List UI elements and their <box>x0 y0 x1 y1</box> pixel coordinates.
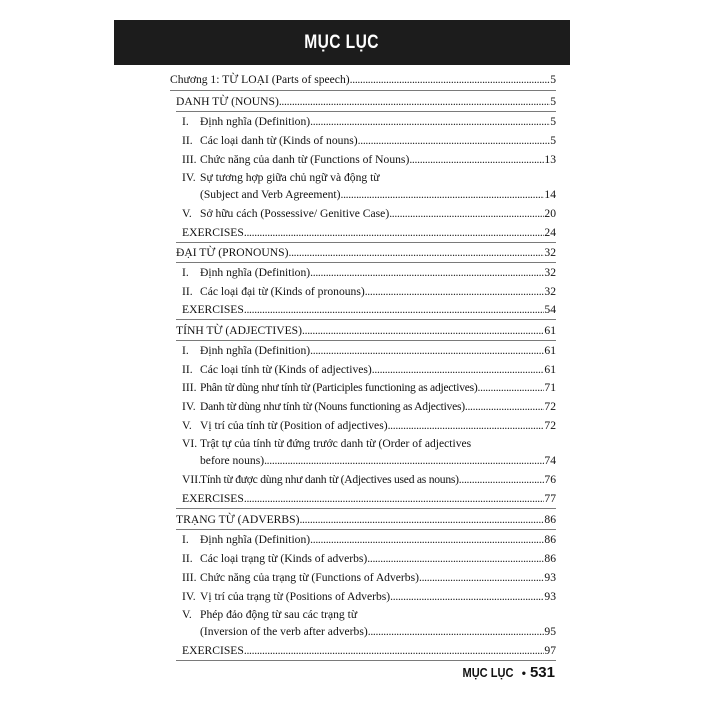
toc-page: 97 <box>544 644 556 657</box>
toc-label: Định nghĩa (Definition) <box>200 533 311 546</box>
leader-dots <box>388 416 545 435</box>
toc-number: I. <box>182 533 189 546</box>
toc-item[interactable] <box>182 263 556 282</box>
toc-number: V. <box>182 207 192 220</box>
leader-dots <box>310 112 550 131</box>
toc-label: before nouns) <box>200 454 265 467</box>
leader-dots <box>368 622 545 641</box>
toc-label: Định nghĩa (Definition) <box>200 266 311 279</box>
toc-item[interactable] <box>182 341 556 360</box>
toc-number: II. <box>182 134 193 147</box>
toc-label: Vị trí của tính từ (Position of adjectives) <box>200 419 388 432</box>
leader-dots <box>310 530 544 549</box>
toc-section[interactable] <box>176 321 556 340</box>
page-title: MỤC LỤC <box>304 31 380 53</box>
toc-item[interactable] <box>182 416 556 435</box>
toc-item[interactable] <box>182 568 556 587</box>
toc-page: 61 <box>544 344 556 357</box>
toc-item[interactable] <box>182 397 556 416</box>
toc-page: 61 <box>544 324 556 337</box>
toc-section[interactable] <box>176 243 556 262</box>
toc-label: Chương 1: TỪ LOẠI (Parts of speech) <box>170 73 350 86</box>
toc-label: Các loại đại từ (Kinds of pronouns) <box>200 285 365 298</box>
toc-label: (Inversion of the verb after adverbs) <box>200 625 368 638</box>
leader-dots <box>478 378 545 397</box>
toc-section[interactable] <box>176 510 556 529</box>
toc-item[interactable] <box>182 549 556 568</box>
divider <box>176 508 556 509</box>
toc-number: III. <box>182 571 197 584</box>
toc-number: V. <box>182 419 192 432</box>
divider <box>176 319 556 320</box>
toc-page: 5 <box>550 134 556 147</box>
toc-item[interactable] <box>182 605 556 641</box>
toc-item[interactable] <box>182 282 556 301</box>
toc-page: 86 <box>544 552 556 565</box>
toc-label-line1: Phép đảo động từ sau các trạng từ <box>200 608 358 621</box>
page-number: 531 <box>529 664 555 681</box>
toc-page: 72 <box>544 400 556 413</box>
toc-label: Phân từ dùng như tính từ (Participles functioning as adjectives) <box>200 381 478 394</box>
leader-dots <box>310 263 544 282</box>
leader-dots <box>367 549 544 568</box>
toc-section[interactable] <box>176 92 556 111</box>
toc-item[interactable] <box>182 204 556 223</box>
leader-dots <box>390 587 544 606</box>
toc-page: 32 <box>544 285 556 298</box>
toc-page: 5 <box>550 95 556 108</box>
toc-item[interactable] <box>182 300 556 319</box>
toc-page: 77 <box>544 492 556 505</box>
leader-dots <box>299 510 544 529</box>
toc-page: 76 <box>544 473 556 486</box>
toc-page: 86 <box>544 533 556 546</box>
toc-page: 13 <box>544 153 556 166</box>
toc-label: EXERCISES <box>182 492 244 505</box>
toc-page: 32 <box>544 246 556 259</box>
toc-page: 54 <box>544 303 556 316</box>
toc-page: 32 <box>544 266 556 279</box>
toc-item[interactable] <box>182 168 556 204</box>
toc-number: IV. <box>182 171 196 184</box>
toc-label: TÍNH TỪ (ADJECTIVES) <box>176 324 302 337</box>
toc-label: EXERCISES <box>182 303 244 316</box>
leader-dots <box>244 489 545 508</box>
leader-dots <box>244 223 545 242</box>
leader-dots <box>288 243 544 262</box>
toc-label: Chức năng của trạng từ (Functions of Adverbs) <box>200 571 419 584</box>
toc-label: Tính từ được dùng như danh từ (Adjectives used as nouns) <box>200 473 459 486</box>
leader-dots <box>419 568 544 587</box>
leader-dots <box>244 641 545 660</box>
leader-dots <box>340 185 544 204</box>
toc-number: I. <box>182 115 189 128</box>
toc-label-line1: Trật tự của tính từ đứng trước danh từ (Order of adjectives <box>200 437 472 450</box>
toc-item[interactable] <box>182 489 556 508</box>
leader-dots <box>244 300 545 319</box>
toc-label: Vị trí của trạng từ (Positions of Adverbs) <box>200 590 391 603</box>
toc-page: 14 <box>544 188 556 201</box>
toc-item[interactable] <box>182 530 556 549</box>
toc-label: Các loại trạng từ (Kinds of adverbs) <box>200 552 368 565</box>
toc-number: II. <box>182 363 193 376</box>
leader-dots <box>302 321 544 340</box>
leader-dots <box>409 150 544 169</box>
toc-label: TRẠNG TỪ (ADVERBS) <box>176 513 300 526</box>
leader-dots <box>372 360 545 379</box>
toc-chapter[interactable] <box>170 70 556 89</box>
toc-item[interactable] <box>182 223 556 242</box>
toc-item[interactable] <box>182 378 556 397</box>
toc-page: 5 <box>550 115 556 128</box>
leader-dots <box>465 397 545 416</box>
toc-number: VI. <box>182 437 198 450</box>
toc-item[interactable] <box>182 360 556 379</box>
toc-label: EXERCISES <box>182 644 244 657</box>
toc-page: 5 <box>550 73 556 86</box>
toc-number: III. <box>182 153 197 166</box>
toc-number: VII. <box>182 473 201 486</box>
toc-label: Sở hữu cách (Possessive/ Genitive Case) <box>200 207 390 220</box>
toc-label: Các loại danh từ (Kinds of nouns) <box>200 134 358 147</box>
toc-page: 24 <box>544 226 556 239</box>
toc-page: 61 <box>544 363 556 376</box>
leader-dots <box>358 131 551 150</box>
toc-number: II. <box>182 552 193 565</box>
toc-label: Định nghĩa (Definition) <box>200 344 311 357</box>
toc-page: 20 <box>544 207 556 220</box>
toc-label: Chức năng của danh từ (Functions of Nouns) <box>200 153 410 166</box>
toc-page: 95 <box>544 625 556 638</box>
toc-number: V. <box>182 608 192 621</box>
toc-page: 71 <box>544 381 556 394</box>
toc-label: ĐẠI TỪ (PRONOUNS) <box>176 246 289 259</box>
toc-page: 86 <box>544 513 556 526</box>
toc-number: III. <box>182 381 197 394</box>
toc-page: 93 <box>544 590 556 603</box>
toc-item[interactable] <box>182 641 556 660</box>
footer-bullet: • <box>521 665 526 680</box>
divider <box>176 660 556 661</box>
toc-item[interactable] <box>182 587 556 606</box>
toc-label: Các loại tính từ (Kinds of adjectives) <box>200 363 372 376</box>
leader-dots <box>279 92 550 111</box>
toc-page: 72 <box>544 419 556 432</box>
divider <box>170 90 556 91</box>
leader-dots <box>310 341 544 360</box>
toc-label: EXERCISES <box>182 226 244 239</box>
toc-label-line1: Sự tương hợp giữa chủ ngữ và động từ <box>200 171 380 184</box>
page-footer <box>458 664 555 681</box>
toc-label: Danh từ dùng như tính từ (Nouns functioning as Adjectives) <box>200 400 465 413</box>
toc-number: IV. <box>182 590 196 603</box>
toc-label: Định nghĩa (Definition) <box>200 115 311 128</box>
leader-dots <box>264 451 544 470</box>
toc-page: 93 <box>544 571 556 584</box>
toc-label: (Subject and Verb Agreement) <box>200 188 341 201</box>
leader-dots <box>350 70 551 89</box>
leader-dots <box>365 282 545 301</box>
toc-number: II. <box>182 285 193 298</box>
footer-label: MỤC LỤC <box>462 665 514 680</box>
toc-item[interactable] <box>182 470 556 489</box>
leader-dots <box>459 470 545 489</box>
toc-number: I. <box>182 344 189 357</box>
toc-item[interactable] <box>182 131 556 150</box>
toc-item[interactable] <box>182 112 556 131</box>
leader-dots <box>389 204 544 223</box>
toc-number: I. <box>182 266 189 279</box>
header-banner <box>114 20 570 65</box>
toc-item[interactable] <box>182 434 556 470</box>
toc-label: DANH TỪ (NOUNS) <box>176 95 279 108</box>
toc-page: 74 <box>544 454 556 467</box>
toc-item[interactable] <box>182 150 556 169</box>
toc-number: IV. <box>182 400 196 413</box>
